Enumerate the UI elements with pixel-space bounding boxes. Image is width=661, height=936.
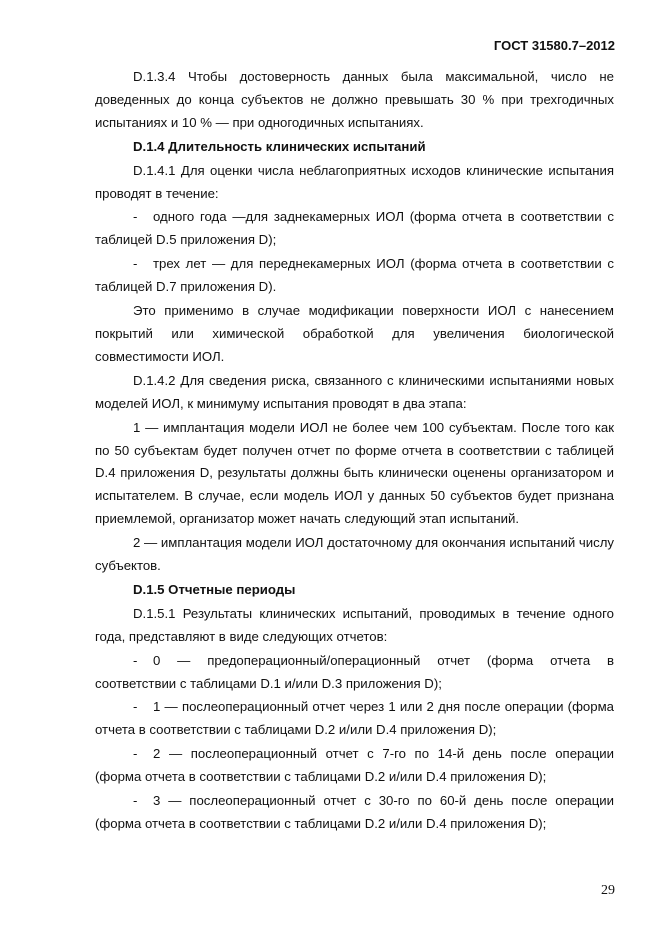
paragraph-d1-4-1: D.1.4.1 Для оценки числа неблагоприятных исходов клинические испытания проводят в течение: xyxy=(95,162,614,201)
bullet-dash: - xyxy=(133,209,138,225)
bullet-dash: - xyxy=(133,699,138,715)
paragraph-d1-4-2: D.1.4.2 Для сведения риска, связанного с клиническими испытаниями новых моделей ИОЛ, к минимуму испытания проводят в два этапа: xyxy=(95,372,614,411)
paragraph-d1-5-1: D.1.5.1 Результаты клинических испытаний, проводимых в течение одного года, представляют в виде следующих отчетов: xyxy=(95,605,614,644)
list-item xyxy=(95,743,614,789)
bullet-dash: - xyxy=(133,652,138,668)
paragraph-applicability: Это применимо в случае модификации поверхности ИОЛ с нанесением покрытий или химической обработкой для увеличения биологической совместимости ИОЛ. xyxy=(95,303,614,364)
paragraph-stage-1: 1 — имплантация модели ИОЛ не более чем 100 субъектам. После того как по 50 субъектам будет получен отчет по форме отчета в соответствии с таблицей D.4 приложения D, результаты должны быть клинически оценены организатором и испытателем. В случае, если модель ИОЛ у данных 50 субъектов будет признана приемлемой, организатор может начать следующий этап испытаний. xyxy=(95,419,614,527)
list-item xyxy=(95,696,614,742)
document-body xyxy=(95,66,614,836)
standard-header: ГОСТ 31580.7–2012 xyxy=(493,38,615,53)
list-item xyxy=(95,253,614,299)
list-item-text: одного года —для заднекамерных ИОЛ (форма отчета в соответствии с таблицей D.5 приложения D); xyxy=(95,209,614,248)
bullet-dash: - xyxy=(133,793,138,809)
page-number: 29 xyxy=(601,883,615,898)
section-heading-d1-4: D.1.4 Длительность клинических испытаний xyxy=(133,138,426,154)
paragraph-d1-3-4: D.1.3.4 Чтобы достоверность данных была максимальной, число не доведенных до конца субъектов не должно превышать 30 % при трехгодичных испытаниях и 10 % — при одногодичных испытаниях. xyxy=(95,69,614,130)
paragraph-stage-2: 2 — имплантация модели ИОЛ достаточному для окончания испытаний числу субъектов. xyxy=(95,535,614,574)
section-heading-d1-5: D.1.5 Отчетные периоды xyxy=(133,581,296,597)
bullet-dash: - xyxy=(133,256,138,272)
bullet-dash: - xyxy=(133,746,138,762)
list-item xyxy=(95,650,614,696)
list-item-text: 1 — послеоперационный отчет через 1 или 2 дня после операции (форма отчета в соответствии с таблицами D.2 и/или D.4 приложения D); xyxy=(95,699,614,738)
list-item-text: 0 — предоперационный/операционный отчет (форма отчета в соответствии с таблицами D.1 и/или D.3 приложения D); xyxy=(95,652,614,691)
list-item-text: 2 — послеоперационный отчет с 7-го по 14-й день после операции (форма отчета в соответствии с таблицами D.2 и/или D.4 приложения D); xyxy=(95,746,614,785)
list-item xyxy=(95,790,614,836)
list-item-text: трех лет — для переднекамерных ИОЛ (форма отчета в соответствии с таблицей D.7 приложения D). xyxy=(95,256,614,295)
list-item-text: 3 — послеоперационный отчет с 30-го по 60-й день после операции (форма отчета в соответствии с таблицами D.2 и/или D.4 приложения D); xyxy=(95,793,614,831)
list-item xyxy=(95,206,614,252)
